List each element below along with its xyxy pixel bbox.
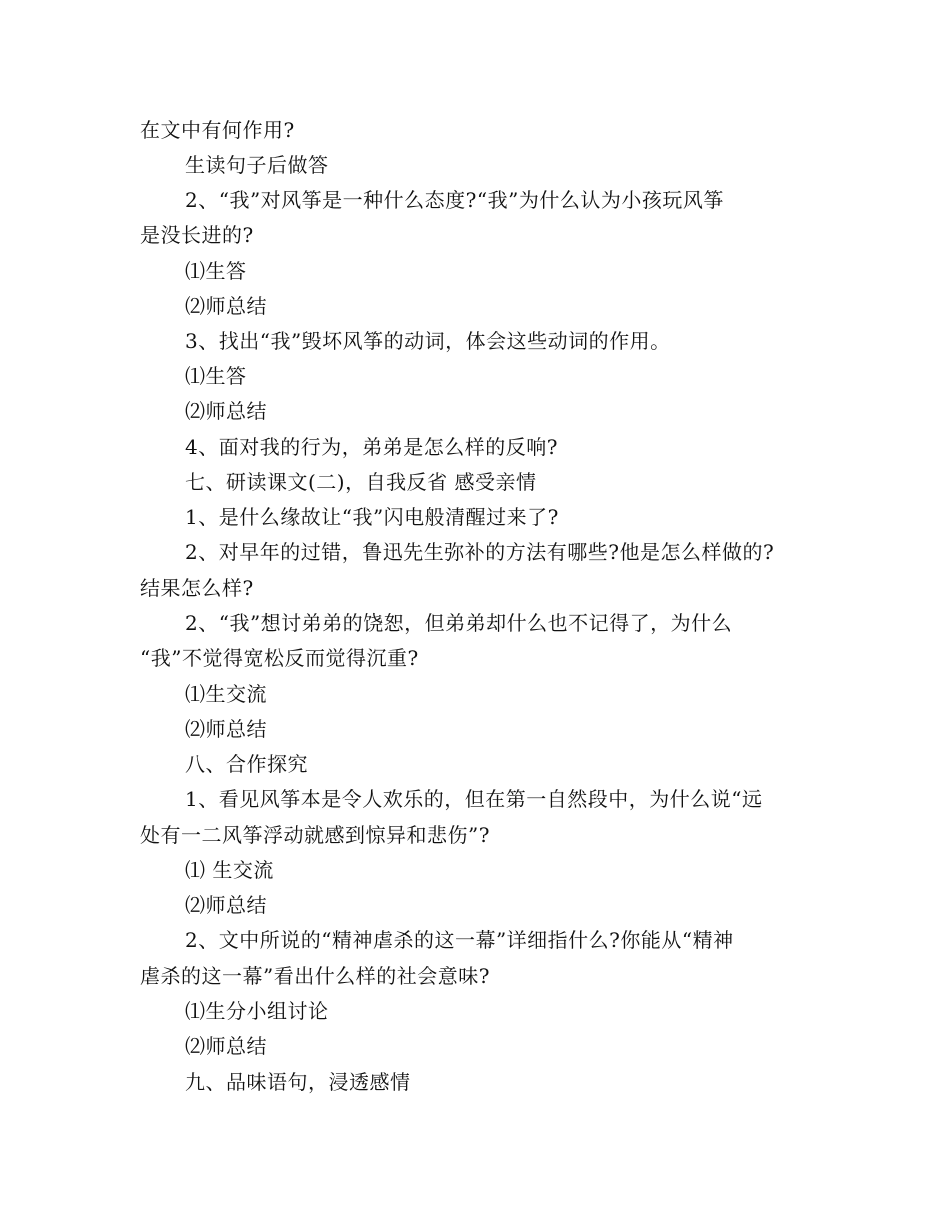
text-line: ⑵师总结 (185, 1034, 267, 1058)
text-line: ⑴生交流 (185, 682, 267, 706)
text-line: 处有一二风筝浮动就感到惊异和悲伤”? (140, 823, 490, 847)
text-line: ⑴生答 (185, 259, 247, 283)
text-line: 在文中有何作用? (140, 118, 295, 142)
section-heading: 八、合作探究 (185, 752, 308, 776)
text-line: ⑴ 生交流 (185, 858, 274, 882)
section-heading: 七、研读课文(二)，自我反省 感受亲情 (185, 470, 537, 494)
text-line: 3、找出“我”毁坏风筝的动词，体会这些动词的作用。 (185, 329, 671, 353)
text-line: 2、“我”对风筝是一种什么态度?“我”为什么认为小孩玩风筝 (185, 188, 724, 212)
text-line: 1、是什么缘故让“我”闪电般清醒过来了? (185, 505, 559, 529)
text-line: ⑵师总结 (185, 294, 267, 318)
text-line: 2、“我”想讨弟弟的饶恕，但弟弟却什么也不记得了，为什么 (185, 611, 733, 635)
text-line: 虐杀的这一幕”看出什么样的社会意味? (140, 964, 490, 988)
text-line: 2、文中所说的“精神虐杀的这一幕”详细指什么?你能从“精神 (185, 928, 734, 952)
text-line: ⑴生答 (185, 364, 247, 388)
text-line: 1、看见风筝本是令人欢乐的，但在第一自然段中，为什么说“远 (185, 787, 763, 811)
text-line: 2、对早年的过错，鲁迅先生弥补的方法有哪些?他是怎么样做的? (185, 540, 775, 564)
text-line: ⑴生分小组讨论 (185, 999, 329, 1023)
text-line: 结果怎么样? (140, 576, 254, 600)
section-heading: 九、品味语句，浸透感情 (185, 1070, 411, 1094)
text-line: ⑵师总结 (185, 399, 267, 423)
text-line: 4、面对我的行为，弟弟是怎么样的反响? (185, 435, 558, 459)
text-line: “我”不觉得宽松反而觉得沉重? (140, 646, 419, 670)
text-line: 是没长进的? (140, 223, 254, 247)
text-line: 生读句子后做答 (185, 153, 329, 177)
text-line: ⑵师总结 (185, 893, 267, 917)
text-line: ⑵师总结 (185, 717, 267, 741)
